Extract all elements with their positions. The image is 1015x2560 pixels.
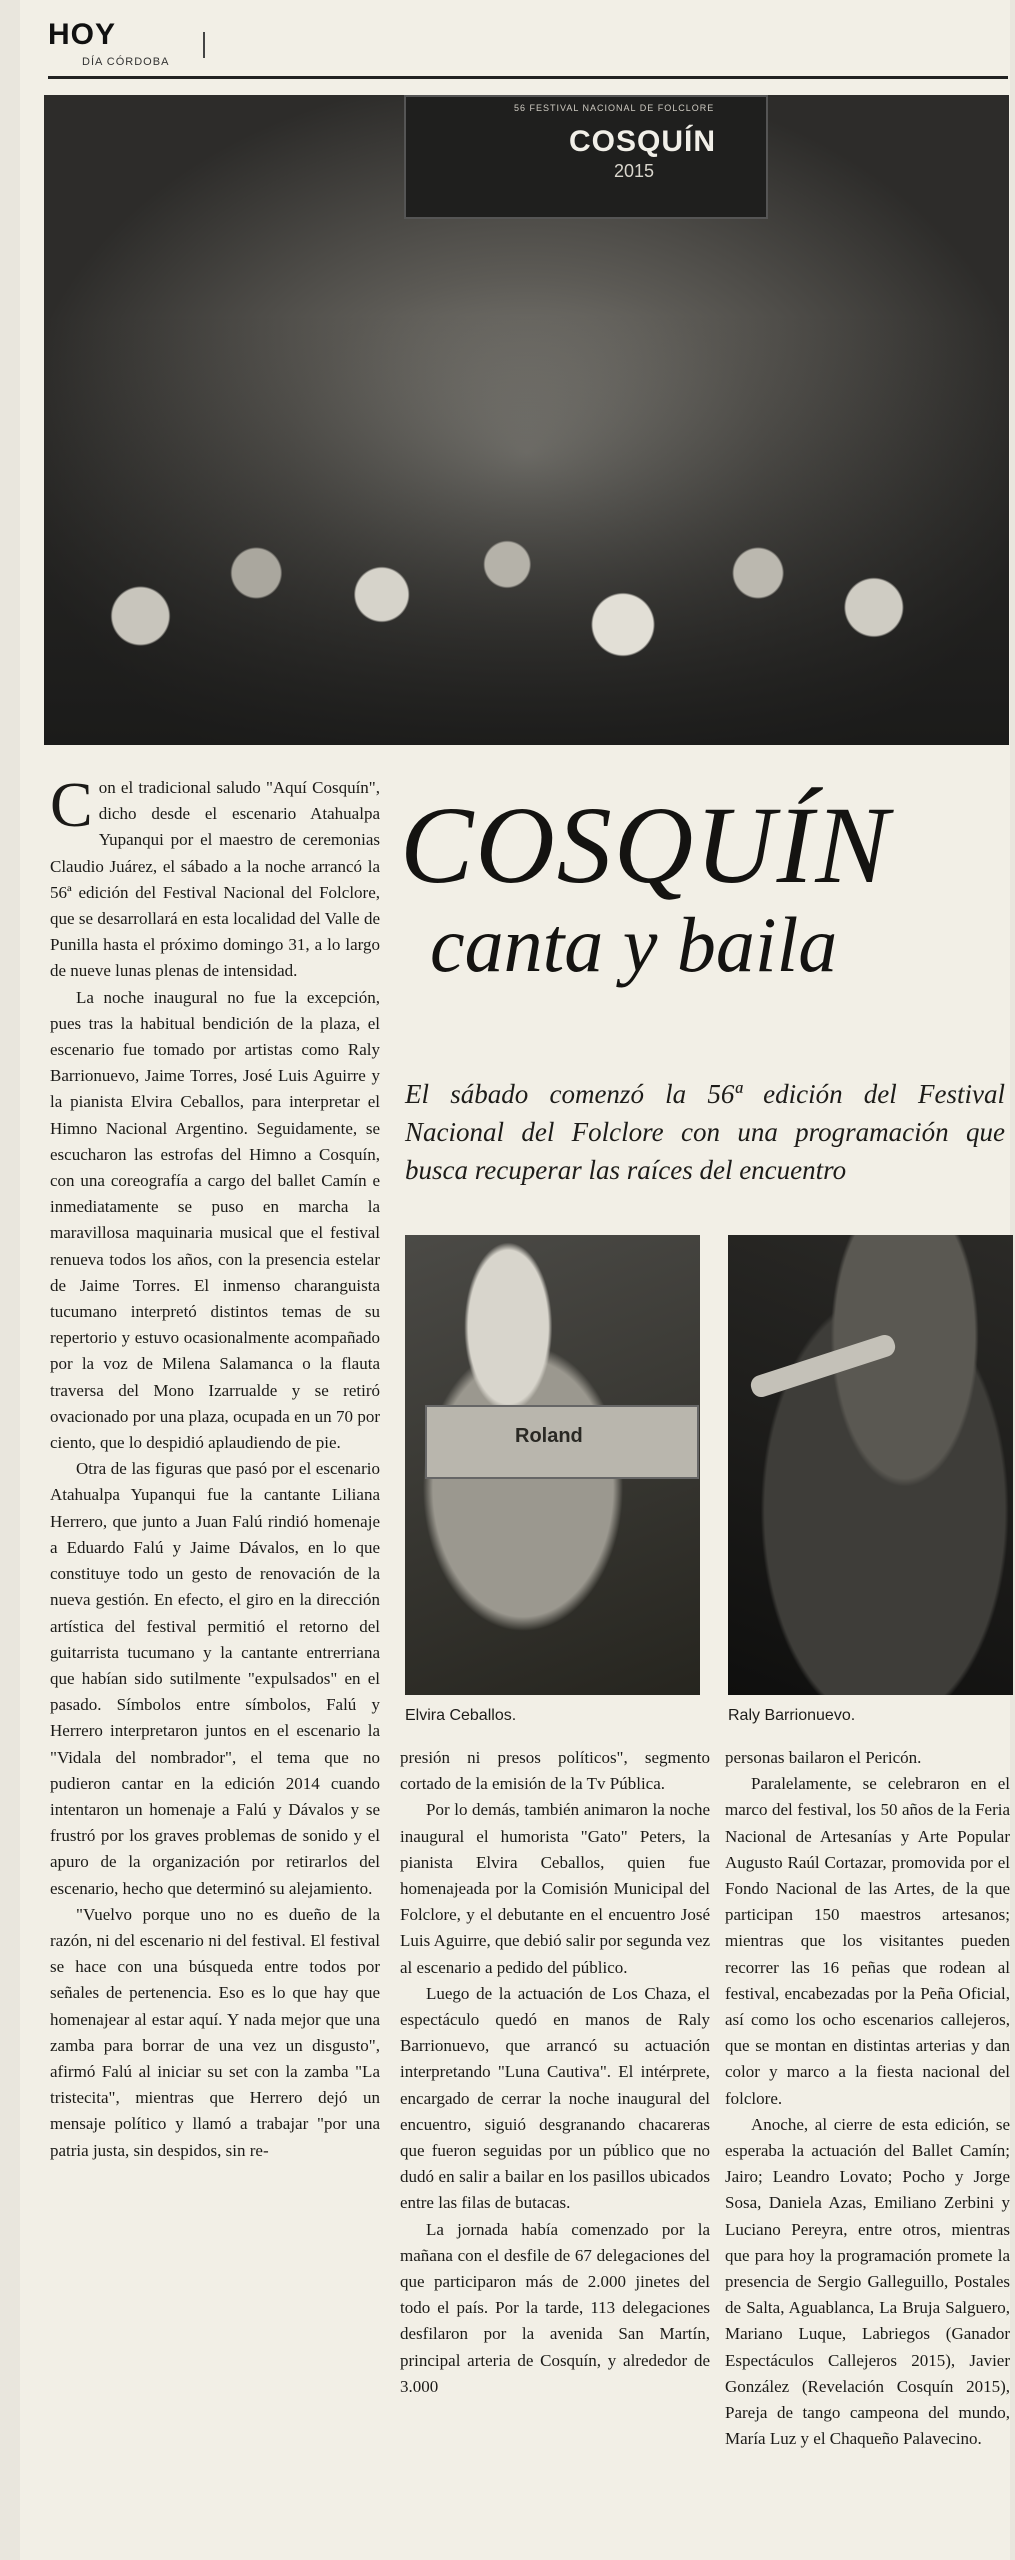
paragraph: presión ni presos políticos", segmento cortado de la emisión de la Tv Pública. bbox=[400, 1748, 710, 1794]
main-photo-crowd bbox=[44, 95, 1009, 745]
article-column-2 bbox=[400, 1745, 710, 2396]
banner-year: 2015 bbox=[614, 161, 655, 181]
paragraph: Anoche, al cierre de esta edición, se esperaba la actuación del Ballet Camín; Jairo; Leandro Lovato; Pocho y Jorge Sosa, Daniela Azas, Emiliano Zerbini y Luciano Pereyra, entre otros, mientras que para hoy la programación promete la presencia de Sergio Galleguillo, Postales de Salta, Aguablanca, La Bruja Salguero, Mariano Luque, Labriegos (Ganador Espectáculos Callejeros 2015), Javier González (Revelación Cosquín 2015), Pareja de tango campeona del mundo, María Luz y el Chaqueño Palavecino. bbox=[725, 2114, 1010, 2449]
headline bbox=[400, 784, 1000, 990]
banner-text: COSQUÍN bbox=[569, 125, 717, 158]
paragraph: La jornada había comenzado por la mañana con el desfile de 67 delegaciones del que participaron más de 2.000 jinetes del todo el país. Por la tarde, 113 delegaciones desfilaron por la avenida San Martín, principal arteria de Cosquín, y alrededor de 3.000 bbox=[400, 2219, 710, 2396]
article-column-3 bbox=[725, 1745, 1010, 2449]
drop-cap: C bbox=[50, 769, 93, 840]
caption-elvira: Elvira Ceballos. bbox=[405, 1707, 517, 1724]
paragraph: La noche inaugural no fue la excepción, pues tras la habitual bendición de la plaza, el escenario fue tomado por artistas como Raly Barrionuevo, Jaime Torres, José Luis Aguirre y la pianista Elvira Ceballos, para interpretar el Himno Nacional Argentino. Seguidamente, se escucharon las estrofas del Himno a Cosquín, con una coreografía a cargo del ballet Camín e inmediatamente se puso en marcha la maravillosa maquinaria musical que el festival renueva todos los años, con la presencia estelar de Jaime Torres. El inmenso charanguista tucumano interpretó distintos temas de su repertorio y estuvo ocasionalmente acompañado por la voz de Milena Salamanca o la flauta traversa del Mono Izarrualde y se retiró ovacionado por una plaza, ocupada en un 70 por ciento, que lo despidió aplaudiendo de pie. bbox=[50, 987, 380, 1453]
paragraph: Por lo demás, también animaron la noche inaugural el humorista "Gato" Peters, la pianista Elvira Ceballos, quien fue homenajeada por la Comisión Municipal del Folclore, y el debutante en el encuentro José Luis Aguirre, que debió salir por segunda vez al escenario a pedido del público. bbox=[400, 1800, 710, 1977]
masthead-divider bbox=[203, 32, 205, 58]
photo-raly-barrionuevo bbox=[728, 1235, 1013, 1695]
paragraph: personas bailaron el Pericón. bbox=[725, 1748, 922, 1767]
dancing-crowd bbox=[44, 315, 1009, 745]
newspaper-page bbox=[20, 0, 1010, 2560]
photo-elvira-ceballos bbox=[405, 1235, 700, 1695]
masthead bbox=[48, 18, 1008, 78]
paragraph: Otra de las figuras que pasó por el escenario Atahualpa Yupanqui fue la cantante Liliana Herrero, que junto a Juan Falú rindió homenaje a Eduardo Falú y Jaime Dávalos, en lo que constituye todo un gesto de renovación de la nueva gestión. En efecto, el giro en la dirección artística del festival permitió el retorno del guitarrista tucumano y la cantante entrerriana que habían sido sutilmente "expulsados" en el pasado. Símbolos entre símbolos, Falú y Herrero interpretaron juntos en el escenario la "Vidala del nombrador", el tema que no pudieron cantar en la edición 2014 cuando intentaron un homenaje a Falú y Dávalos y se frustró por los graves problemas de sonido y el apuro de la organización por retirarlos del escenario, hecho que determinó su alejamiento. bbox=[50, 1459, 380, 1898]
keyboard-brand: Roland bbox=[515, 1425, 583, 1447]
subheadline-deck: El sábado comenzó la 56ª edición del Festival Nacional del Folclore con una programación que busca recuperar las raíces del encuentro bbox=[405, 1079, 1005, 1185]
paragraph: Con el tradicional saludo "Aquí Cosquín", dicho desde el escenario Atahualpa Yupanqui por el maestro de ceremonias Claudio Juárez, el sábado a la noche arrancó la 56ª edición del Festival Nacional del Folclore, que se desarrollará en esta localidad del Valle de Punilla hasta el próximo domingo 31, a lo largo de nueve lunas plenas de intensidad. bbox=[50, 769, 380, 981]
paragraph: "Vuelvo porque uno no es dueño de la razón, ni del escenario ni del festival. El festival se hace con una búsqueda entre todos por señales de pertenencia. Eso es lo que hay que homenajear al estar aquí. Y nada mejor que una zamba para borrar de una vez un disgusto", afirmó Falú al iniciar su set con la zamba "La tristecita", mientras que Herrero dejó un mensaje político y llamó a trabajar "por una patria justa, sin despidos, sin re- bbox=[50, 1904, 380, 2160]
article-column-1 bbox=[50, 769, 380, 2545]
headline-line-1: COSQUÍN bbox=[400, 784, 891, 906]
paragraph: Paralelamente, se celebraron en el marco del festival, los 50 años de la Feria Nacional de Artesanías y Arte Popular Augusto Raúl Cortazar, promovida por el Fondo Nacional de las Artes, de la que participan 150 maestros artesanos; mientras que los visitantes pueden recorrer las 16 peñas que rodean al festival, encabezadas por la Peña Oficial, así como los ocho escenarios callejeros, que se montan en distintas arterias y dan color y marco a la fiesta nacional del folclore. bbox=[725, 1774, 1010, 2108]
newspaper-logo: HOY bbox=[48, 18, 117, 51]
banner-small-text: 56 FESTIVAL NACIONAL DE FOLCLORE bbox=[514, 103, 715, 113]
caption-raly: Raly Barrionuevo. bbox=[728, 1707, 856, 1724]
headline-line-2: canta y baila bbox=[430, 901, 838, 988]
microphone-graphic bbox=[748, 1332, 897, 1399]
newspaper-subtitle: DÍA CÓRDOBA bbox=[82, 56, 170, 68]
paragraph: Luego de la actuación de Los Chaza, el espectáculo quedó en manos de Raly Barrionuevo, que arrancó su actuación interpretando "Luna Cautiva". El intérprete, encargado de cerrar la noche inaugural del encuentro, siguió desgranando chacareras que fueron seguidas por un público que no dudó en salir a bailar en los pasillos ubicados entre las filas de butacas. bbox=[400, 1983, 710, 2213]
masthead-rule bbox=[48, 76, 1008, 79]
